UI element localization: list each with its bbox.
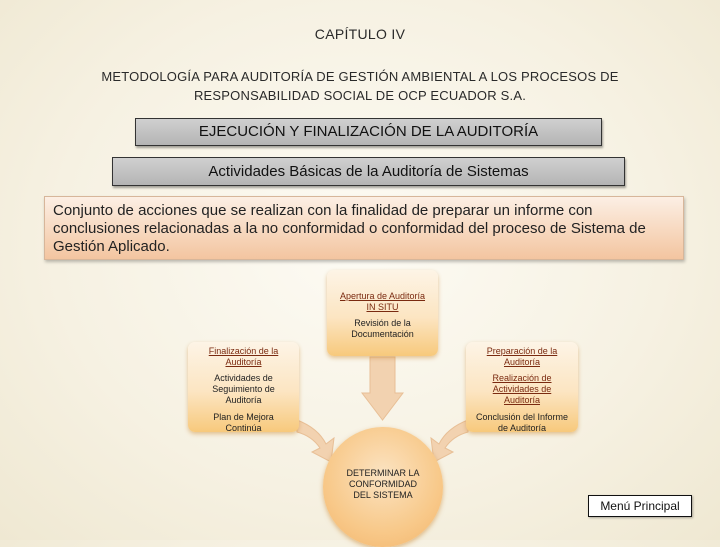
link-audit-preparation-1[interactable]: Preparación de la <box>486 346 558 356</box>
center-text-3: DEL SISTEMA <box>353 490 413 500</box>
text-followup-3: Auditoría <box>225 395 262 405</box>
main-menu-button[interactable]: Menú Principal <box>588 495 692 517</box>
arrow-right-curve-icon <box>431 420 468 462</box>
subtitle-line-1: METODOLOGÍA PARA AUDITORÍA DE GESTIÓN AMBIENTAL A LOS PROCESOS DE <box>101 69 619 84</box>
card-audit-completion <box>188 342 299 432</box>
text-improvement-plan-1: Plan de Mejora <box>213 412 274 422</box>
link-audit-completion-2[interactable]: Auditoría <box>225 357 262 367</box>
execution-banner: EJECUCIÓN Y FINALIZACIÓN DE LA AUDITORÍA <box>135 118 602 146</box>
text-document-review-1: Revisión de la <box>354 318 411 328</box>
subtitle-line-2: RESPONSABILIDAD SOCIAL DE OCP ECUADOR S.A. <box>193 88 527 103</box>
center-circle-conformity <box>323 427 443 547</box>
link-activities-execution-3[interactable]: Auditoría <box>503 395 541 405</box>
link-audit-preparation-2[interactable]: Auditoría <box>503 357 541 367</box>
activities-banner: Actividades Básicas de la Auditoría de Sistemas <box>112 157 625 186</box>
center-text-1: DETERMINAR LA <box>346 468 420 478</box>
card-opening-audit <box>327 270 438 356</box>
text-followup-2: Seguimiento de <box>212 384 275 394</box>
arrow-left-curve-icon <box>297 420 334 462</box>
text-report-conclusion-2: de Auditoría <box>497 423 547 433</box>
center-text-2: CONFORMIDAD <box>349 479 417 489</box>
text-report-conclusion-1: Conclusión del Informe <box>475 412 569 422</box>
card-audit-preparation <box>466 342 578 432</box>
link-activities-execution-1[interactable]: Realización de <box>492 373 552 383</box>
link-in-situ[interactable]: IN SITU <box>366 302 399 312</box>
link-audit-completion-1[interactable]: Finalización de la <box>208 346 279 356</box>
link-activities-execution-2[interactable]: Actividades de <box>492 384 552 394</box>
text-document-review-2: Documentación <box>351 329 414 339</box>
text-followup-1: Actividades de <box>214 373 273 383</box>
text-improvement-plan-2: Continúa <box>225 423 262 433</box>
chapter-title: CAPÍTULO IV <box>314 26 406 42</box>
link-opening-audit[interactable]: Apertura de Auditoría <box>339 291 426 301</box>
arrow-down-icon <box>362 357 403 420</box>
description-box: Conjunto de acciones que se realizan con la finalidad de preparar un informe con conclusiones relacionadas a la no conformidad o conformidad del proceso de Sistema de Gestión Aplicado. <box>44 196 684 260</box>
